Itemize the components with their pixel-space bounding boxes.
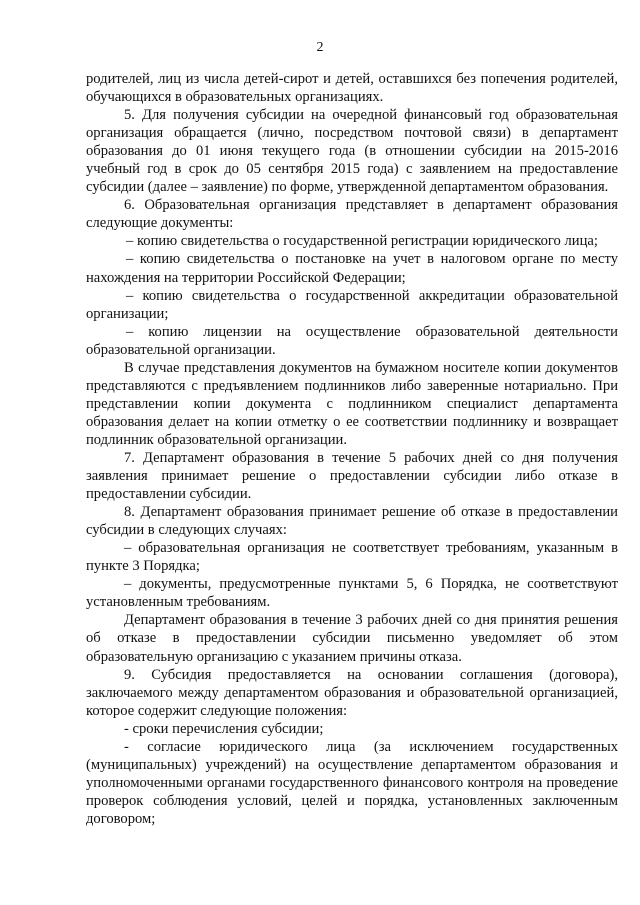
paragraph: 5. Для получения субсидии на очередной финансовый год образовательная организация обращается (лично, посредством почтовой связи) в департамент образования до 01 июня текущего года (в отношении субсидии на 2015-2016 учебный год в срок до 05 сентября 2015 года) с заявлением на предоставление субсидии (далее – заявление) по форме, утвержденной департаментом образования. — [86, 107, 618, 196]
paragraph: родителей, лиц из числа детей-сирот и детей, оставшихся без попечения родителей, обучающихся в образовательных организациях. — [86, 71, 618, 106]
paragraph: 7. Департамент образования в течение 5 рабочих дней со дня получения заявления принимает решение о предоставлении субсидии либо отказе в предоставлении субсидии. — [86, 449, 618, 503]
paragraph: В случае представления документов на бумажном носителе копии документов представляются с предъявлением подлинников либо заверенные нотариально. При представлении копии документа с подлинником специалист департамента образования делает на копии отметку о ее соответствии подлиннику и возвращает подлинник образовательной организации. — [86, 359, 618, 448]
document-body — [86, 70, 618, 828]
page-number: 2 — [316, 40, 324, 55]
paragraph: – образовательная организация не соответствует требованиям, указанным в пункте 3 Порядка; — [86, 540, 618, 575]
paragraph: 8. Департамент образования принимает решение об отказе в предоставлении субсидии в следующих случаях: — [86, 504, 618, 539]
paragraph: 9. Субсидия предоставляется на основании соглашения (договора), заключаемого между департаментом образования и образовательной организацией, которое содержит следующие положения: — [86, 666, 618, 719]
paragraph: – копию свидетельства о государственной регистрации юридического лица; — [126, 233, 598, 250]
paragraph: - сроки перечисления субсидии; — [124, 720, 324, 737]
paragraph: - согласие юридического лица (за исключением государственных (муниципальных) учреждений) на осуществление департаментом образования и уполномоченными органами государственного финансового контроля на проведение проверок соблюдения условий, целей и порядка, установленных заключенным договором; — [86, 738, 618, 827]
paragraph: – документы, предусмотренные пунктами 5, 6 Порядка, не соответствуют установленным требованиям. — [86, 576, 618, 611]
paragraph: – копию лицензии на осуществление образовательной деятельности образовательной организации. — [86, 323, 618, 358]
paragraph: Департамент образования в течение 3 рабочих дней со дня принятия решения об отказе в предоставлении субсидии письменно уведомляет об этом образовательную организацию с указанием причины отказа. — [86, 612, 618, 665]
paragraph: – копию свидетельства о постановке на учет в налоговом органе по месту нахождения на территории Российской Федерации; — [86, 251, 618, 286]
paragraph: – копию свидетельства о государственной аккредитации образовательной организации; — [86, 287, 618, 322]
paragraph: 6. Образовательная организация представляет в департамент образования следующие документы: — [86, 197, 618, 232]
